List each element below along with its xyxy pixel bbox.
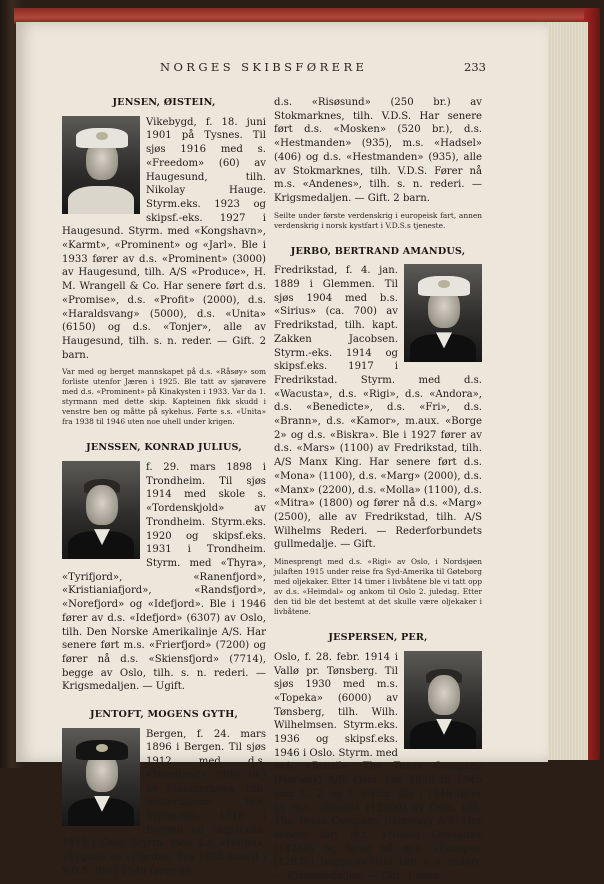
entry-name: JENSEN, ØISTEIN, xyxy=(112,97,216,108)
book-page xyxy=(16,22,548,883)
left-column xyxy=(62,96,266,878)
entry-note: Var med og berget mannskapet på d.s. «Råsøy» som forliste utenfor Jæren i 1925. Ble tatt av sjørøvere med d.s. «Prominent» på Kinakysten i 1933. Var da 1. styrmann med dette skip. Kapteinen fikk skudd i venstre ben og måtte på sykehus. Førte s.s. «Unita» fra 1938 til 1946 uten noe uhell under krigen. xyxy=(62,367,266,427)
portrait-photo xyxy=(62,116,140,214)
entry-body: Fredrikstad, f. 4. jan. 1889 i Glemmen. Til sjøs 1904 med b.s. «Sirius» (ca. 700) av Fredrikstad, tilh. kapt. Zakken Jacobsen. Styrm.-eks. 1914 og skipsf.eks. 1917 i Fredrikstad. Styrm. med d.s. «Wacusta», d.s. «Rigi», d.s. «Andora», d.s. «Benedicte», d.s. «Fri», d.s. «Brann», d.s. «Kamor», m.aux. «Borge 2» og d.s. «Biskra». Ble i 1927 fører av d.s. «Mars» (1100) av Fredrikstad, tilh. A/S Manx King. Har senere ført d.s. «Mona» (1100), d.s. «Marg» (2000), d.s. «Manx» (2200), d.s. «Molla» (1100), d.s. «Mitra» (1800) og fører nå d.s. «Marg» (2500), alle av Fredrikstad, tilh. A/S Wilhelms Rederi. — Rederforbundets gullmedalje. — Gift. xyxy=(274,265,482,551)
entry-jespersen-per xyxy=(274,631,482,884)
page-number: 233 xyxy=(464,60,486,74)
entry-body: Oslo, f. 28. febr. 1914 i Vallø pr. Tønsberg. Til sjøs 1930 med m.s. «Topeka» (6000) av Tønsberg, tilh. Wilh. Wilhelmsen. Styrm.eks. 1936 og skipsf.eks. 1946 i Oslo. Styrm. med m.t. «Brasil», The Texas Company (Norway) A/S, Oslo. Fra 1938 til 1945 som 3., 2. og 1. styrm. Ble i 1946 fører av m.t. «Brasil» (12300) av Oslo, tilh. The Texas Company (Norway) A/S. Har senere ført m.t. «Nueva Granada» (14250) og fører nå m.t. «Europe» (12835), begge av Oslo, tilh. s. n. rederi. — Krigsmedaljen. — Gift. 1 barn. xyxy=(274,651,482,883)
entry-name: JERBO, BERTRAND AMANDUS, xyxy=(290,245,466,257)
entry-jentoft-continuation xyxy=(274,96,482,231)
entry-body: f. 29. mars 1898 i Trondheim. Til sjøs 1914 med skole s. «Tordenskjold» av Trondheim. Styrm.eks. 1920 og skipsf.eks. 1931 i Trondheim. Styrm. med «Thyra», «Tyrifjord», «Ranenfjord», «Kristianiafjord», «Randsfjord», «Norefjord» og «Idefjord». Ble i 1946 fører av d.s. «Idefjord» (6307) av Oslo, tilh. Den Norske Amerikalinje A/S. Har senere ført m.s. «Frierfjord» (7200) og fører nå d.s. «Skiensfjord» (7714), begge av Oslo, tilh. s. n. rederi. — Krigsmedaljen. — Ugift. xyxy=(62,462,266,693)
entry-jerbo-bertrand xyxy=(274,245,482,617)
portrait-photo xyxy=(62,461,140,559)
page-stack-edge xyxy=(544,22,588,760)
entry-name: JESPERSEN, PER, xyxy=(328,632,428,644)
entry-note: Minesprengt med d.s. «Rigi» av Oslo, i Nordsjøen julaften 1915 under reise fra Syd-Amerika til Gøteborg med oljekaker. Etter 14 timer i livbåtene ble vi tatt opp av d.s. «Heimdal» og ankom til Oslo 2. juledag. Etter den tid ble det bestemt at det skulle være oljekaker i livbåtene. xyxy=(274,557,482,617)
right-column xyxy=(274,96,482,884)
portrait-photo xyxy=(62,728,140,826)
running-title: NORGES SKIBSFØRERE xyxy=(160,60,368,74)
entry-body-continued: d.s. «Risøsund» (250 br.) av Stokmarknes, tilh. V.D.S. Har senere ført d.s. «Mosken» (520 br.), d.s. «Hestmanden» (935), m.s. «Hadsel» (406) og d.s. «Hestmanden» (935), alle av Stokmarknes, tilh. V.D.S. Fører nå m.s. «Andenes», tilh. s. n. rederi. — Krigsmedaljen. — Gift. 2 barn. xyxy=(274,97,482,204)
entry-body: Vikebygd, f. 18. juni 1901 på Tysnes. Til sjøs 1916 med s. «Freedom» (60) av Haugesund, tilh. Nikolay Hauge. Styrm.eks. 1923 og skipsf.-eks. 1927 i Haugesund. Styrm. med «Kongshavn», «Karmt», «Prominent» og «Jarl». Ble i 1933 fører av d.s. «Prominent» (3000) av Haugesund, tilh. A/S «Produce», H. M. Wrangell & Co. Har senere ført d.s. «Promise», d.s. «Profit» (2000), d.s. «Haraldsvang» (5000), d.s. «Unita» (6150) og d.s. «Tonjer», alle av Haugesund, tilh. s. n. reder. — Gift. 2 barn. xyxy=(62,116,266,361)
entry-name: JENTOFT, MOGENS GYTH, xyxy=(90,709,238,721)
entry-note: Seilte under første verdenskrig i europeisk fart, annen verdenskrig i norsk kystfart i V.D.S.s tjeneste. xyxy=(274,210,482,230)
entry-jenssen-konrad xyxy=(62,441,266,694)
portrait-photo xyxy=(404,264,482,362)
entry-jensen-oistein xyxy=(62,96,266,427)
entry-body: Bergen, f. 24. mars 1896 i Bergen. Til sjøs 1912 med d.s. «Nordland» (900 br.) av Stokmarknes, tilh. Vesteraalens D/S. Styrm.eks. 1918 i Bergen og skipsf.eks. 1919 i Oslo. Styrm. med d.s. «Heina», «Sygna» og «Hørda». Fra 1928 ansatt i V.D.S. Ble i 1949 fører av xyxy=(62,728,266,877)
portrait-photo xyxy=(404,651,482,749)
entry-jentoft-mogens xyxy=(62,708,266,878)
entry-name: JENSSEN, KONRAD JULIUS, xyxy=(86,442,242,454)
running-head xyxy=(16,60,548,78)
